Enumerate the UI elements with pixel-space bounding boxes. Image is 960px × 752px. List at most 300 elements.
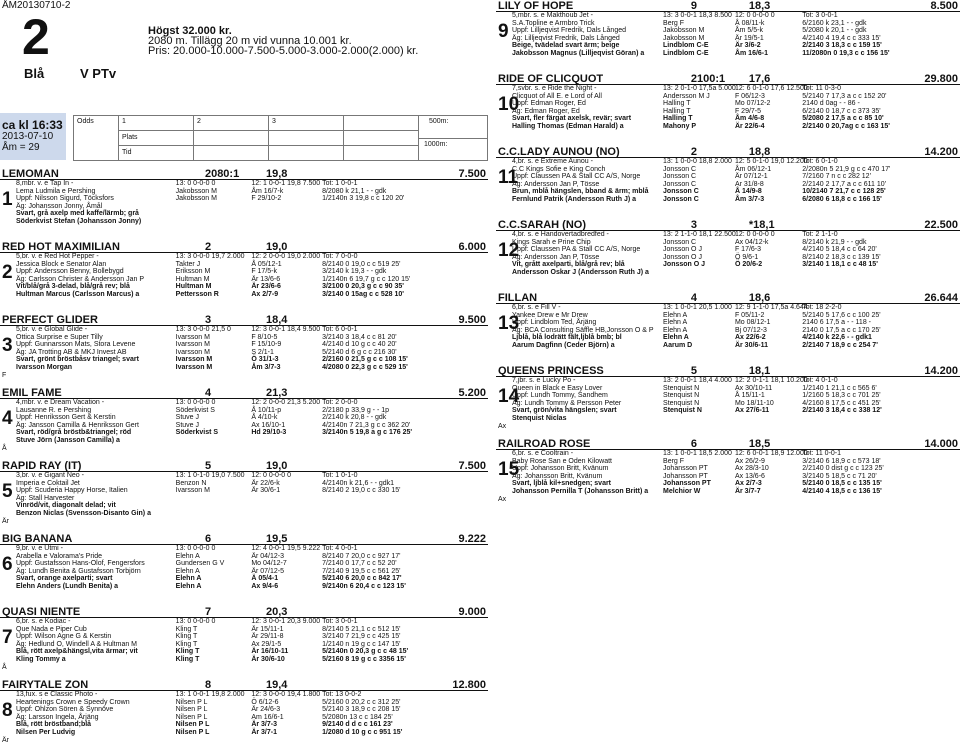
cell: Johansson PT — [663, 465, 708, 473]
cell: Halling T — [663, 100, 691, 108]
horse-column-right — [496, 0, 960, 511]
cell: 2140 0 17,5 a c c 170 25' — [802, 326, 881, 334]
cell: Äg: Andersson Jan P, Tösse — [512, 180, 600, 188]
cell: Svart, grå axelp med kaffe/lärmb; grå — [16, 210, 139, 218]
cell: Tot: 3 0-0-1 — [802, 12, 838, 19]
cell: Fernlund Patrik (Andersson Ruth J) a — [512, 195, 637, 203]
cell: S.A.Topline e Armbro Trick — [512, 19, 595, 27]
horse-line — [496, 488, 960, 496]
cell: Andersson M J — [663, 92, 710, 100]
cell: Jonsson C — [663, 180, 697, 188]
horse-record: 4 — [204, 387, 212, 399]
cell: Åm 3/7-3 — [734, 195, 765, 203]
cell: Kling T — [175, 648, 200, 656]
cell: Jakobsson Magnus (Lilljeqvist Göran) a — [512, 49, 645, 57]
cell: 12: 2 0-1-1 18,1 10.200 — [734, 377, 808, 384]
cell: Benzon Niclas (Svensson-Disanto Gin) a — [16, 509, 151, 517]
horse-record: 2 — [204, 241, 212, 253]
start-number: 6 — [2, 554, 13, 575]
horse-line — [496, 269, 960, 277]
cell: Ivarsson M — [175, 363, 213, 371]
odds-plats: Plats — [122, 134, 138, 141]
horse-line — [496, 385, 960, 393]
cell: 13: 0 0-0-0 0 — [175, 618, 216, 625]
cell: Johansson PT — [663, 472, 708, 480]
cell: Tot: 2 0-0-0 — [322, 399, 358, 406]
cell: Tot: 13 0-0-2 — [322, 691, 362, 698]
horse-line — [0, 656, 488, 664]
horse-line — [496, 480, 960, 488]
odds-header: Odds — [77, 118, 94, 125]
cell: Stenquist Niclas — [512, 414, 567, 422]
cell: Elehn A — [175, 575, 202, 583]
cell: Arabella e Valorama's Pride — [16, 552, 103, 560]
cell: Lindblom C-E — [663, 49, 709, 57]
cell: Elehn A — [663, 334, 689, 342]
cell: 6/2140 0 18,7 c c 373 35' — [802, 107, 881, 115]
horse-line — [0, 334, 488, 342]
cell: Äg: BCA Consulting Säffle HB,Jonsson O & P — [512, 326, 654, 334]
horse-header — [496, 365, 960, 377]
cell: 6/2160 k 23,1 - - gdk — [802, 19, 867, 27]
start-number: 9 — [498, 21, 509, 42]
horse-name: C.C.LADY AUNOU (NO) — [498, 146, 620, 158]
cell: 4/2140 4 18,5 c c 136 15' — [802, 487, 882, 495]
cell: 7,jbr. s. e Lucky Po - — [512, 377, 576, 384]
cell: Gundersen G V — [175, 560, 225, 568]
cell: 3/2140 3 18,4 c c 81 20' — [322, 333, 397, 341]
cell: Aarum Dagfinn (Ceder Björn) a — [512, 341, 615, 349]
cell: Stenquist N — [663, 399, 700, 407]
cell: 8/2080 k 21,1 - - gdk — [322, 187, 387, 195]
horse-line — [0, 699, 488, 707]
cell: Äg: Andersson Jan P, Tösse — [512, 253, 600, 261]
info-line: 2080 m. Tillägg 20 m vid vunna 10.001 kr. — [148, 35, 352, 47]
horse-header — [496, 146, 960, 158]
cell: Är 22/6-k — [251, 479, 280, 487]
cell: 5/2140 d 6 g c c 216 30' — [322, 348, 397, 356]
cell: Berg F — [663, 457, 685, 465]
horse-name: QUEENS PRINCESS — [498, 365, 604, 377]
cell: 3/2140 k 19,3 - - gdk — [322, 268, 387, 276]
horse-line — [0, 188, 488, 196]
cell: 13: 3 0-0-1 18,3 8.500 — [663, 12, 732, 19]
horse-line — [496, 261, 960, 269]
cell: Äg: Johansson Jonny, Åmål — [16, 202, 103, 210]
cell: 4/2160 8 17,5 c c 451 25' — [802, 399, 881, 407]
cell: Jonsson C — [663, 238, 697, 246]
cell: Äg: Edman Roger, Ed — [512, 107, 580, 115]
horse-line — [0, 326, 488, 334]
cell: Uppf: Lindblom Ted, Årjäng — [512, 319, 597, 327]
cell: Elehn A — [663, 319, 688, 327]
cell: Jakobsson M — [663, 34, 705, 42]
cell: 12: 0 0-0-0 0 — [734, 12, 775, 19]
horse-points: 18,6 — [748, 292, 771, 304]
cell: 1/2160 5 18,3 c c 701 25' — [802, 392, 881, 400]
track-label: Blå — [24, 66, 45, 81]
cell: 9/2140n 6 20,4 c c 123 15' — [322, 582, 406, 590]
cell: Elehn Anders (Lundh Benita) a — [16, 582, 119, 590]
cell: 12: 2 0-0-0 19,0 2.000 — [251, 253, 321, 260]
start-number: 2 — [2, 262, 13, 283]
cell: Ax 26/2-9 — [734, 457, 765, 465]
cell: Ax 2/7-9 — [251, 290, 279, 298]
horse-line — [496, 42, 960, 50]
cell: Är 30/6-10 — [251, 655, 285, 663]
page-id: ÅM20130710-2 — [2, 0, 71, 11]
cell: Åm 4/6-8 — [734, 115, 765, 123]
cell: Tot: 6 0-1-0 — [802, 158, 838, 165]
horse-points: 18,8 — [748, 146, 771, 158]
cell: Kling T — [175, 655, 200, 663]
cell: Baby Rose San e Oden Kilowatt — [512, 457, 613, 465]
cell: Äg: Hedlund O, Windell A & Hultman M — [16, 640, 137, 648]
cell: Uppf: Ohlzon Sören & Synnöve — [16, 706, 114, 714]
cell: Ax 22/6-2 — [734, 334, 766, 342]
horse-line — [496, 458, 960, 466]
cell: Blå, rött axelp&hängsl,vita ärmar; vit — [16, 648, 138, 656]
horse-entry — [0, 606, 488, 679]
horse-line — [0, 568, 488, 576]
cell: Jakobsson M — [175, 195, 217, 203]
cell: 8/2140 k 21,9 - - gdk — [802, 238, 867, 246]
cell: 13: 1 0-1-0 19,0 7.500 — [175, 472, 245, 479]
cell: 2/2140 0 dist g c c 123 25' — [802, 465, 884, 473]
cell: 4/2140 d 10 g c c 40 20' — [322, 341, 397, 349]
cell: 7,svbr. s. e Ride the Night - — [512, 85, 597, 92]
start-number: 5 — [2, 481, 13, 502]
cell: Är 24/6-3 — [251, 706, 281, 714]
horse-header — [0, 314, 488, 326]
horse-points: 17,6 — [748, 73, 771, 85]
cell: 12: 0 0-0-0 0 — [251, 472, 292, 479]
cell: Ljblå, blå lodrätt fält,ljblå bmb; bl — [512, 334, 622, 342]
cell: Tot: 6 0-0-1 — [322, 326, 358, 333]
cell: 1/2140 1 21,1 c c 565 6' — [802, 384, 877, 392]
cell: 9,br. v. e Utmi - — [16, 545, 63, 552]
cell: Söderkvist S — [175, 429, 219, 437]
cell: Ö 31/1-3 — [251, 356, 279, 364]
cell: 12: 9 1-1-0 17,5a 4.644 — [734, 304, 808, 311]
cell: 5/2140n 0 20,3 g c c 48 15' — [322, 648, 409, 656]
cell: Äg: Carlsson Christer & Andersson Jan P — [16, 275, 145, 283]
horse-name: RAILROAD ROSE — [498, 438, 591, 450]
cell: Stenquist N — [663, 407, 702, 415]
cell: Ax 16/10-1 — [251, 421, 286, 429]
horse-line — [0, 261, 488, 269]
cell: Svart, fler färgat axelsk, revär; svart — [512, 115, 632, 123]
cell: Söderkvist Stefan (Johansson Jonny) — [16, 217, 142, 225]
horse-line — [496, 304, 960, 312]
race-number: 2 — [22, 9, 50, 65]
cell: Hultman M — [175, 275, 210, 283]
horse-line — [496, 188, 960, 196]
cell: Stenquist N — [663, 392, 700, 400]
horse-line — [0, 575, 488, 583]
cell: Uppf: Henriksson Gert & Kerstin — [16, 414, 116, 422]
cell: 5,br. v. e Red Hot Pepper - — [16, 253, 99, 260]
cell: Åm 16/6-1 — [734, 49, 769, 57]
cell: Jonsson C — [663, 165, 697, 173]
cell: 4/2140 4 19,4 c c 333 15' — [802, 34, 881, 42]
horse-line — [496, 93, 960, 101]
horse-entry — [496, 365, 960, 438]
cell: Uppf: Claussen PA & Stall CC A/S, Norge — [512, 246, 641, 254]
cell: 12: 5 0-1-0 19,0 12.200 — [734, 158, 808, 165]
cell: Mo 07/12-2 — [734, 100, 771, 108]
cell: Tot: 4 0-0-1 — [322, 545, 358, 552]
cell: Är 30/6-1 — [251, 487, 281, 495]
horse-points: 19,0 — [265, 460, 288, 472]
cell: Uppf: Lundh Tommy, Sandhem — [512, 392, 608, 400]
cell: 5/2140 3 18,9 c c 208 15' — [322, 706, 401, 714]
cell: Stuve Jörn (Jansson Camilla) a — [16, 436, 120, 444]
cell: 13: 1 0-0-1 19,8 2.000 — [175, 691, 245, 698]
cell: Hultman M — [175, 283, 212, 291]
horse-line — [496, 450, 960, 458]
horse-points: 21,3 — [265, 387, 288, 399]
cell: 12: 6 0-1-0 17,6 12.500 — [734, 85, 808, 92]
odds-1000m: 1000m: — [424, 141, 448, 148]
cell: Lema Ludmila e Pershing — [16, 187, 96, 195]
horse-header — [0, 460, 488, 472]
cell: 3/2140 0 15ag c c 528 10' — [322, 290, 404, 298]
cell: Queen in Black e Easy Lover — [512, 384, 603, 392]
cell: Uppf: Scuderia Happy Horse, Italien — [16, 487, 128, 495]
cell: 5/2080 k 20,1 - - gdk — [802, 27, 867, 35]
cell: F 29/7-5 — [734, 107, 762, 115]
horse-name: FAIRYTALE ZON — [2, 679, 89, 691]
cell: Lausanne R. e Pershing — [16, 406, 92, 414]
cell: 7/2140 0 17,7 c c 52 20' — [322, 560, 397, 568]
cell: 13: 2 0-0-1 18,4 4.000 — [663, 377, 732, 384]
horse-line — [496, 400, 960, 408]
cell: Ax 28/3-10 — [734, 465, 769, 473]
cell: 8/2140 7 20,0 c c 927 17' — [322, 552, 401, 560]
cell: 13: 1 0-0-0 18,8 2.000 — [663, 158, 732, 165]
cell: 6,br. s. e Fill V - — [512, 304, 561, 311]
cell: 7/2140 9 19,5 c c 561 25' — [322, 567, 401, 575]
odds-500m: 500m: — [429, 118, 449, 125]
cell: Jonsson O J — [663, 261, 706, 269]
cell: Ax 04/12-k — [734, 238, 769, 246]
horse-name: BIG BANANA — [2, 533, 73, 545]
cell: 5,br. v. e Global Glide - — [16, 326, 88, 333]
odds-col2: 2 — [197, 118, 201, 125]
cell: 1/2080 d 10 g c c 951 15' — [322, 728, 403, 736]
cell: Ax 2/7-3 — [734, 480, 762, 488]
horse-line — [496, 85, 960, 93]
cell: Kling Tommy a — [16, 655, 66, 663]
cell: Jonsson O J — [663, 253, 702, 261]
cell: 8/2140 2 19,0 c c 330 15' — [322, 487, 401, 495]
horse-points: 19,4 — [265, 679, 288, 691]
cell: 6,br. s. e Cooltrain - — [512, 450, 574, 457]
cell: Svart, ljblå kil+snedgen; svart — [512, 480, 612, 488]
horse-line — [496, 123, 960, 131]
cell: Hultman Marcus (Carlsson Marcus) a — [16, 290, 140, 298]
horse-line — [0, 545, 488, 553]
cell: Kling T — [175, 625, 198, 633]
cell: 13: 1 0-0-1 18,5 2.000 — [663, 450, 732, 457]
cell: Heartenings Crown e Speedy Crown — [16, 698, 130, 706]
cell: Äg: JA Trotting AB & MKJ Invest AB — [16, 348, 127, 356]
cell: 4/2140 k 22,6 - - gdk1 — [802, 334, 872, 342]
cell: 12: 1 0-0-1 19,8 7.500 — [251, 180, 321, 187]
cell: 8/2140 5 21,1 c c 512 15' — [322, 625, 401, 633]
horse-header — [0, 679, 488, 691]
cell: 3/2140 1 18,1 c c 48 15' — [802, 261, 878, 269]
cell: Ax 27/6-11 — [734, 407, 770, 415]
odds-table — [73, 115, 488, 161]
cell: Nilsen P L — [175, 698, 208, 706]
cell: 7/2160 7 n c c 282 12' — [802, 173, 871, 181]
horse-name: RED HOT MAXIMILIAN — [2, 241, 120, 253]
cell: 2/2140 7 18,9 c c 254 7' — [802, 341, 878, 349]
odds-col3: 3 — [272, 118, 276, 125]
cell: 2140 d 0ag - - 86 - — [802, 100, 860, 108]
start-number: 8 — [2, 700, 13, 721]
horse-header — [0, 606, 488, 618]
horse-line — [0, 583, 488, 591]
start-number: 12 — [498, 240, 520, 261]
cell: F 17/6-3 — [734, 246, 762, 254]
cell: Nilsen P L — [175, 706, 208, 714]
horse-entry — [496, 0, 960, 73]
cell: Åm 06/12-1 — [734, 165, 772, 173]
horse-points: 20,3 — [265, 606, 288, 618]
horse-points: 19,8 — [265, 168, 288, 180]
horse-header — [0, 168, 488, 180]
horse-points: 18,3 — [748, 0, 771, 12]
horse-line — [0, 291, 488, 299]
cell: Ax 29/1-5 — [251, 640, 282, 648]
cell: Kling T — [175, 640, 198, 648]
cell: Ivarsson M — [175, 487, 210, 495]
horse-prize: 7.500 — [458, 460, 486, 472]
horse-entry — [0, 460, 488, 533]
cell: 6/2080 6 18,8 c c 166 15' — [802, 195, 882, 203]
cell: 5/2140 0 18,5 c c 135 15' — [802, 480, 882, 488]
race-info — [148, 26, 418, 56]
cell: Bj 07/12-3 — [734, 326, 767, 334]
horse-line — [496, 334, 960, 342]
cell: 13,fux. s e Classic Photo - — [16, 691, 98, 698]
cell: 3/2140 6 18,9 c c 573 18' — [802, 457, 881, 465]
horse-line — [0, 180, 488, 188]
horse-record: 6 — [690, 438, 697, 450]
cell: 3,br. v. e Gigant Neo - — [16, 472, 84, 479]
horse-line — [496, 231, 960, 239]
cell: Lindblom C-E — [663, 42, 709, 50]
horse-record: 3 — [690, 219, 697, 231]
cell: 2/2080n 5 21,9 g c c 470 17' — [802, 165, 891, 173]
horse-entry — [0, 533, 488, 606]
cell: 13: 3 0-0-0 19,7 2.000 — [175, 253, 245, 260]
cell: Å 4/10-k — [251, 414, 278, 422]
cell: 5/2080n 13 c c 184 25' — [322, 713, 393, 721]
cell: Vinröd/vit, diagonalt delad; vit — [16, 502, 116, 510]
cell: Imperia e Coktail Jet — [16, 479, 80, 487]
horse-record: 6 — [204, 533, 212, 545]
horse-record: 7 — [204, 606, 212, 618]
horse-line — [0, 618, 488, 626]
cell: 5/2140 7 17,3 a c c 152 20' — [802, 92, 887, 100]
cell: Vit/blå/grå 3-delad, blå/grå rev; blå — [16, 283, 130, 291]
cell: Jonsson C — [663, 195, 699, 203]
cell: Är 30/6-11 — [734, 341, 769, 349]
horse-prize: 9.000 — [458, 606, 486, 618]
bottom-mark: Å — [2, 445, 7, 452]
cell: Ö 6/12-6 — [251, 698, 279, 706]
cell: F 29/10-2 — [251, 195, 282, 203]
race-header — [0, 0, 488, 165]
cell: Takter J — [175, 260, 201, 268]
cell: Tot: 4 0-1-0 — [802, 377, 838, 384]
horse-record: 2 — [690, 146, 697, 158]
cell: 2/2160 0 21,5 g c c 108 15' — [322, 356, 408, 364]
horse-prize: 14.000 — [924, 438, 958, 450]
cell: 13: 1 0-0-1 20,5 1.000 — [663, 304, 732, 311]
cell: Är 04/12-3 — [251, 552, 284, 560]
cell: 3/2140 7 21,9 c c 425 15' — [322, 633, 401, 641]
cell: 5/2140 6 20,0 c c 842 17' — [322, 575, 402, 583]
cell: Uppf: Andersson Benny, Bollebygd — [16, 268, 124, 276]
cell: Uppf: Wilson Agne G & Kerstin — [16, 633, 112, 641]
cell: Ottica Surprise e Super Tilly — [16, 333, 103, 341]
horse-line — [0, 472, 488, 480]
horse-entry — [0, 241, 488, 314]
horse-name: EMIL FAME — [2, 387, 62, 399]
horse-points: 18,5 — [748, 438, 771, 450]
cell: Å 05/12-1 — [251, 260, 282, 268]
cell: Halling T — [663, 115, 693, 123]
cell: Beige, tvädelad svart ärm; beige — [512, 42, 620, 50]
start-number: 3 — [2, 335, 13, 356]
game-label: V PTv — [80, 66, 117, 81]
horse-line — [0, 356, 488, 364]
bottom-mark: Är — [2, 518, 9, 525]
cell: Uppf: Claussen PA & Stall CC A/S, Norge — [512, 173, 641, 181]
start-number: 11 — [498, 167, 519, 188]
cell: Nilsen Per Ludvig — [16, 728, 76, 736]
cell: Melchior W — [663, 487, 701, 495]
cell: Söderkvist S — [175, 406, 215, 414]
cell: Uppf: Nilsson Sigurd, Töcksfors — [16, 195, 114, 203]
horse-line — [496, 166, 960, 174]
horse-line — [0, 480, 488, 488]
cell: S 2/1-1 — [251, 348, 274, 356]
cell: Jakobsson M — [663, 27, 705, 35]
cell: Åm 16/7-k — [251, 187, 284, 195]
cell: Tot: 18 2-2-0 — [802, 304, 842, 311]
cell: Benzon N — [175, 479, 207, 487]
venue: Åm = 29 — [2, 142, 40, 153]
horse-name: C.C.SARAH (NO) — [498, 219, 586, 231]
cell: 4/2080 0 22,3 g c c 529 15' — [322, 363, 408, 371]
cell: 1/2140n 3 19,8 c c 120 20' — [322, 195, 405, 203]
cell: Johansson PT — [663, 480, 711, 488]
horse-line — [496, 239, 960, 247]
horse-line — [0, 210, 488, 218]
cell: 5/2140 5 17,6 c c 100 25' — [802, 311, 881, 319]
cell: Halling T — [663, 107, 691, 115]
cell: Är 3/7-3 — [251, 721, 277, 729]
cell: 12: 6 0-0-1 18,9 12.000 — [734, 450, 808, 457]
bottom-mark: F — [2, 372, 7, 379]
cell: 8,mbr. v. e Tap In - — [16, 180, 74, 187]
